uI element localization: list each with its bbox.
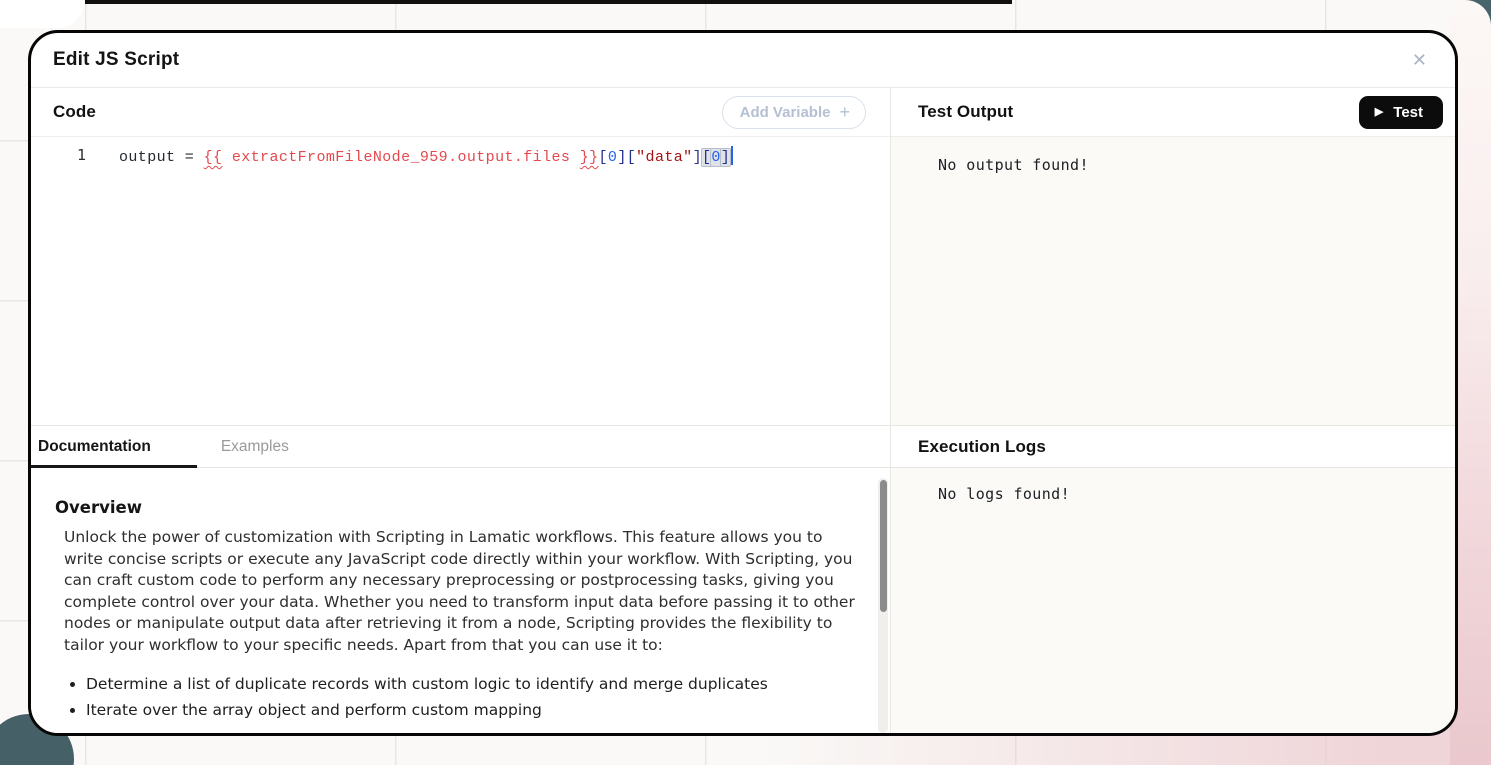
test-output-area [891, 137, 1455, 425]
test-column [891, 88, 1455, 733]
modal-header [31, 33, 1455, 88]
code-token-bracket: ] [692, 149, 702, 166]
tab-documentation[interactable]: Documentation [31, 426, 197, 467]
plus-icon: + [839, 102, 850, 122]
documentation-content [31, 468, 890, 733]
code-editor[interactable] [31, 137, 890, 425]
code-token-open-braces: {{ [203, 149, 223, 166]
code-panel-header [31, 88, 890, 137]
code-token-bracket: [ [626, 149, 637, 166]
test-output-heading: Test Output [918, 102, 1014, 121]
no-output-message: No output found! [938, 156, 1089, 174]
doc-bullet: • Iterate over the array object and perform custom mapping [86, 700, 820, 722]
code-token-bracket-highlighted: ] [720, 149, 731, 166]
execution-logs-heading: Execution Logs [918, 436, 1046, 456]
code-token-index-highlighted: 0 [711, 149, 721, 166]
test-output-header [891, 88, 1455, 137]
play-icon: ▶ [1374, 105, 1384, 118]
code-column [31, 88, 891, 733]
code-token-bracket: [ [598, 149, 608, 166]
test-button-label: Test [1393, 103, 1423, 121]
overview-heading: Overview [55, 498, 142, 517]
modal-body [31, 88, 1455, 733]
modal-title: Edit JS Script [53, 49, 180, 70]
docs-tab-bar [31, 425, 890, 468]
doc-bullet: • Determine a list of duplicate records with custom logic to identify and merge duplicates [86, 674, 820, 696]
test-button[interactable] [1359, 96, 1443, 129]
code-token-bracket-highlighted: [ [701, 149, 712, 166]
line-number: 1 [77, 146, 87, 164]
code-token-variable: extractFromFileNode_959.output.files [222, 149, 580, 166]
canvas-top-bar [85, 0, 1012, 4]
execution-logs-header [891, 425, 1455, 468]
close-icon[interactable]: ✕ [1408, 47, 1431, 73]
add-variable-button[interactable] [722, 96, 866, 129]
text-cursor [731, 146, 733, 165]
docs-scrollbar[interactable] [878, 478, 888, 733]
edit-js-script-modal [28, 30, 1458, 736]
no-logs-message: No logs found! [938, 485, 1071, 503]
code-heading: Code [53, 102, 96, 121]
documentation-bullet-list [65, 674, 820, 722]
code-token-bracket: ] [617, 149, 627, 166]
docs-scrollbar-thumb[interactable] [880, 480, 887, 612]
code-token-index: 0 [607, 149, 618, 166]
execution-logs-area [891, 468, 1455, 733]
tab-examples[interactable]: Examples [220, 437, 289, 455]
code-token-close-braces: }} [579, 149, 599, 166]
overview-paragraph: Unlock the power of customization with Scripting in Lamatic workflows. This feature allows you to write concise scripts or execute any JavaScript code directly within your workflow. With Scripting, you can craft custom code to perform any necessary preprocessing or postprocessing tasks, giving you complete control over your data. Whether you need to transform input data before passing it to other nodes or manipulate output data after retrieving it from a node, Scripting provides the flexibility to tailor your workflow to your specific needs. Apart from that you can use it to: [64, 528, 855, 654]
code-line [119, 146, 733, 166]
code-token-string: "data" [636, 149, 693, 166]
canvas-card-corner [0, 0, 84, 28]
code-token-assign: output = [119, 149, 204, 166]
add-variable-label: Add Variable [739, 103, 831, 121]
